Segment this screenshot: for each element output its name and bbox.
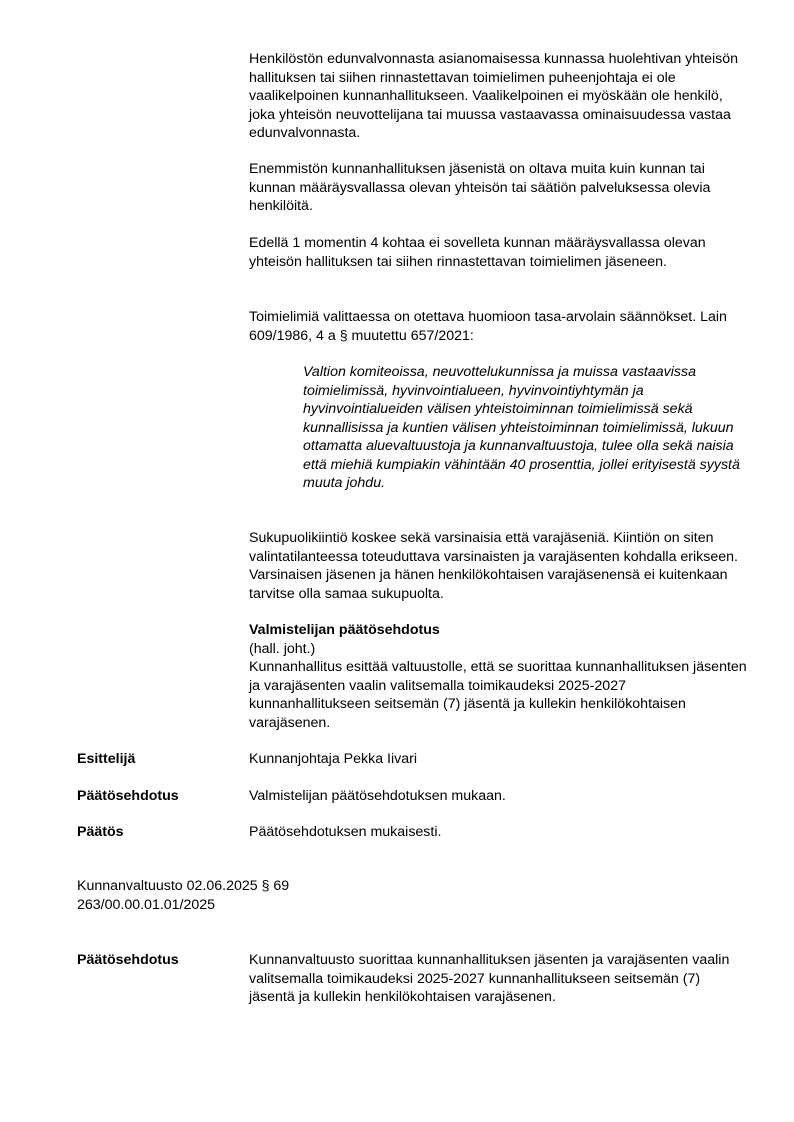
subsidiary-paragraph [249, 234, 749, 271]
paragraph-text: Toimielimiä valittaessa on otettava huomioon tasa-arvolain säännökset. Lain 609/1986, 4 a § muutettu 657/2021: [249, 309, 727, 344]
paragraph-text: Edellä 1 momentin 4 kohtaa ei sovelleta kunnan määräysvallassa olevan yhteisön hallituksen tai siihen rinnastettavan toimielimen jäseneen. [249, 235, 706, 270]
law-quote [303, 363, 743, 493]
proposal-preparer: (hall. joht.) [249, 640, 316, 657]
majority-paragraph [249, 160, 749, 216]
record-number: 263/00.00.01.01/2025 [77, 896, 216, 913]
decision-proposal-text: Valmistelijan päätösehdotuksen mukaan. [249, 788, 506, 804]
presenter-value [249, 750, 749, 769]
council-decision-proposal-text: Kunnanvaltuusto suorittaa kunnanhallituksen jäsenten ja varajäsenten vaalin valitsemalla toimikaudeksi 2025-2027 kunnanhallitukseen seitsemän (7) jäsentä ja kullekin henkilökohtaisen varajäsenen. [249, 952, 730, 1005]
decision-value [249, 823, 749, 842]
paragraph-text: Henkilöstön edunvalvonnasta asianomaisessa kunnassa huolehtivan yhteisön hallituksen tai siihen rinnastettavan toimielimen puheenjohtaja ei ole vaalikelpoinen kunnanhallitukseen. Vaalikelpoinen ei myöskään ole henkilö, joka yhteisön neuvottelijana tai muussa vastaavassa ominaisuudessa vastaa edunvalvonnasta. [249, 51, 738, 141]
council-decision-proposal-label: Päätösehdotus [77, 952, 179, 968]
decision-label: Päätös [77, 824, 124, 840]
eligibility-paragraph [249, 50, 749, 143]
decision-text: Päätösehdotuksen mukaisesti. [249, 824, 442, 840]
gender-quota-paragraph [249, 529, 749, 603]
decision-proposal-value [249, 787, 749, 806]
presenter-name: Kunnanjohtaja Pekka Iivari [249, 751, 417, 767]
council-meeting-reference [77, 877, 289, 914]
council-decision-proposal-value [249, 951, 749, 1007]
proposal-text: Kunnanhallitus esittää valtuustolle, että se suorittaa kunnanhallituksen jäsenten ja varajäsenten vaalin valitsemalla toimikaudeksi 2025-2027 kunnanhallitukseen seitsemän (7) jäsentä ja kullekin henkilökohtaisen varajäsenen. [249, 659, 747, 731]
presenter-label: Esittelijä [77, 751, 136, 767]
decision-proposal-label: Päätösehdotus [77, 788, 179, 804]
paragraph-text: Sukupuolikiintiö koskee sekä varsinaisia että varajäseniä. Kiintiön on siten valintatilanteessa toteuduttava varsinaisten ja varajäsenten kohdalla erikseen. Varsinaisen jäsenen ja hänen henkilökohtaisen varajäsenensä ei kuitenkaan tarvitse olla samaa sukupuolta. [249, 530, 738, 602]
proposal-heading: Valmistelijan päätösehdotus [249, 622, 440, 638]
preparer-proposal-section [249, 621, 749, 732]
equality-law-paragraph [249, 308, 749, 345]
paragraph-text: Enemmistön kunnanhallituksen jäsenistä on oltava muita kuin kunnan tai kunnan määräysvallassa olevan yhteisön tai säätiön palveluksessa olevia henkilöitä. [249, 161, 711, 214]
council-meeting-line: Kunnanvaltuusto 02.06.2025 § 69 [77, 878, 290, 894]
law-quote-text: Valtion komiteoissa, neuvottelukunnissa ja muissa vastaavissa toimielimissä, hyvinvointialueen, hyvinvointiyhtymän ja hyvinvointialueiden välisen yhteistoiminnan toimielimissä sekä kunnallisissa ja kuntien välisen yhteistoiminnan toimielimissä, lukuun ottamatta aluevaltuustoja ja kunnanvaltuustoja, tulee olla sekä naisia että miehiä kumpiakin vähintään 40 prosenttia, jollei erityisestä syystä muuta johdu. [303, 364, 740, 491]
